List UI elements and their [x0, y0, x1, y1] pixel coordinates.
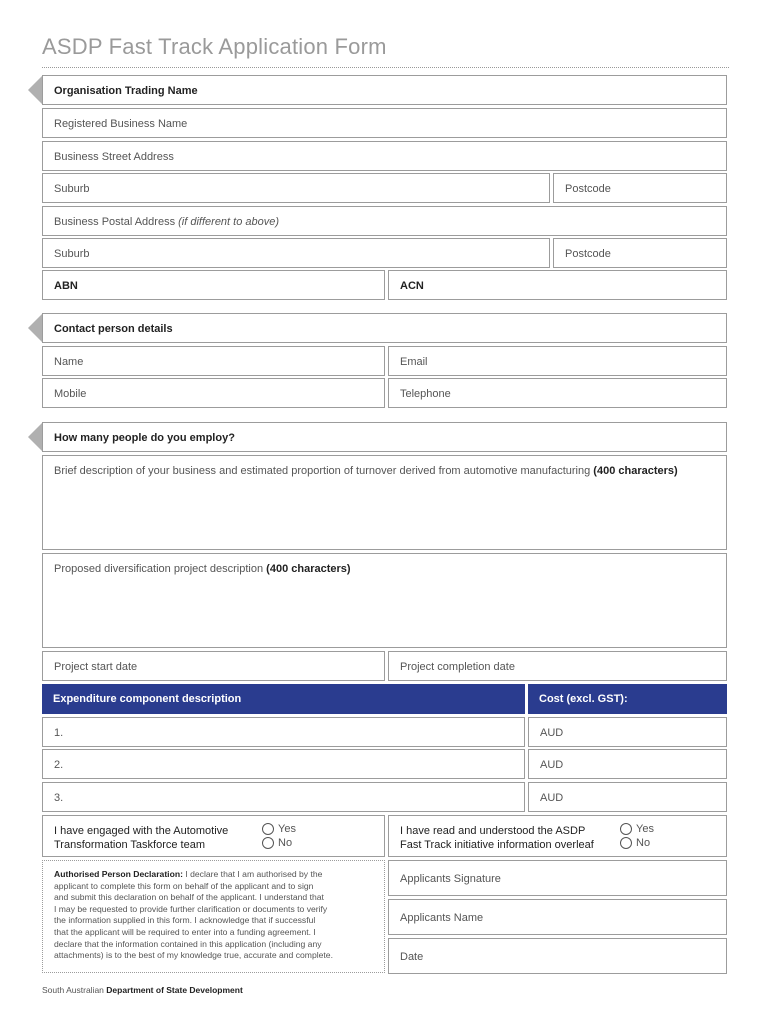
project-start-date-field[interactable]	[42, 651, 385, 681]
taskforce-question-line1: I have engaged with the Automotive	[54, 825, 229, 837]
declaration-line: declare that the information contained in this application (including any	[54, 938, 322, 949]
footer-prefix: South Australian	[42, 985, 104, 995]
expenditure-row-3-cost[interactable]	[528, 782, 727, 812]
radio-button[interactable]	[262, 823, 274, 835]
expenditure-description-header: Expenditure component description	[42, 684, 525, 714]
business-postal-address-field[interactable]	[42, 206, 727, 236]
business-street-address-field[interactable]	[42, 141, 727, 171]
contact-person-heading	[42, 313, 727, 343]
postal-suburb-field[interactable]	[42, 238, 550, 268]
registered-business-name-label: Registered Business Name	[54, 118, 188, 130]
section-tab-marker	[28, 76, 42, 104]
organisation-trading-name-label: Organisation Trading Name	[54, 85, 198, 97]
abn-label: ABN	[54, 280, 78, 292]
applicant-signature-label: Applicants Signature	[400, 873, 501, 885]
section-tab-marker	[28, 423, 42, 451]
acn-field[interactable]	[388, 270, 727, 300]
declaration-line: and submit this declaration on behalf of the applicant. I understand that	[54, 892, 324, 903]
information-read-question	[388, 815, 727, 857]
page-title: ASDP Fast Track Application Form	[42, 34, 387, 59]
radio-button[interactable]	[620, 823, 632, 835]
acn-label: ACN	[400, 280, 424, 292]
abn-field[interactable]	[42, 270, 385, 300]
radio-button[interactable]	[262, 837, 274, 849]
read-no-option[interactable]	[620, 836, 650, 850]
yes-label: Yes	[636, 823, 654, 835]
business-description-field[interactable]	[42, 455, 727, 550]
contact-person-label: Contact person details	[54, 323, 173, 335]
contact-mobile-field[interactable]	[42, 378, 385, 408]
project-completion-date-field[interactable]	[388, 651, 727, 681]
declaration-line: the information supplied in this form. I acknowledge that if successful	[54, 915, 316, 926]
employee-count-field[interactable]	[42, 422, 727, 452]
organisation-trading-name-field[interactable]	[42, 75, 727, 105]
business-postal-address-label: Business Postal Address	[54, 216, 176, 228]
authorised-declaration-text	[54, 869, 384, 962]
postcode-label: Postcode	[565, 183, 611, 195]
declaration-heading: Authorised Person Declaration:	[54, 869, 183, 879]
contact-name-field[interactable]	[42, 346, 385, 376]
section-tab-marker	[28, 314, 42, 342]
expenditure-row-1-description[interactable]	[42, 717, 525, 747]
expenditure-cost-header: Cost (excl. GST):	[528, 684, 727, 714]
footer-department-name: Department of State Development	[106, 985, 243, 995]
postal-postcode-label: Postcode	[565, 248, 611, 260]
postal-postcode-field[interactable]	[553, 238, 727, 268]
suburb-label: Suburb	[54, 183, 90, 195]
applicant-name-label: Applicants Name	[400, 912, 484, 924]
contact-mobile-label: Mobile	[54, 388, 87, 400]
contact-name-label: Name	[54, 356, 84, 368]
read-question-line1: I have read and understood the ASDP	[400, 825, 586, 837]
no-label: No	[636, 837, 651, 849]
expenditure-row-2-cost[interactable]	[528, 749, 727, 779]
declaration-line: that the applicant will be required to enter into a funding agreement. I	[54, 926, 316, 937]
date-field[interactable]	[388, 938, 727, 974]
read-question-line2: Fast Track initiative information overleaf	[400, 839, 594, 851]
suburb-field[interactable]	[42, 173, 550, 203]
radio-button[interactable]	[620, 837, 632, 849]
footer-department	[42, 985, 243, 995]
expenditure-row-number: 3.	[54, 792, 64, 804]
contact-telephone-field[interactable]	[388, 378, 727, 408]
declaration-line: attachments) is to the best of my knowledge true, accurate and complete.	[54, 950, 333, 961]
employee-count-label: How many people do you employ?	[54, 432, 235, 444]
postcode-field[interactable]	[553, 173, 727, 203]
declaration-line: I declare that I am authorised by the	[185, 869, 323, 879]
currency-label: AUD	[540, 759, 564, 771]
expenditure-row-number: 2.	[54, 759, 64, 771]
business-street-address-label: Business Street Address	[54, 151, 174, 163]
expenditure-row-2-description[interactable]	[42, 749, 525, 779]
contact-telephone-label: Telephone	[400, 388, 451, 400]
project-completion-date-label: Project completion date	[400, 661, 515, 673]
project-description-limit: (400 characters)	[266, 563, 351, 575]
yes-label: Yes	[278, 823, 296, 835]
currency-label: AUD	[540, 727, 564, 739]
declaration-line: applicant to complete this form on behalf of the applicant and to sign	[54, 880, 314, 891]
registered-business-name-field[interactable]	[42, 108, 727, 138]
taskforce-question-line2: Transformation Taskforce team	[54, 839, 206, 851]
business-description-label: Brief description of your business and estimated proportion of turnover derived from automotive manufacturing	[54, 465, 591, 477]
expenditure-row-number: 1.	[54, 727, 64, 739]
date-label: Date	[400, 951, 424, 963]
expenditure-row-3-description[interactable]	[42, 782, 525, 812]
applicant-signature-field[interactable]	[388, 860, 727, 896]
declaration-line: I may be requested to provide further clarification or documents to verify	[54, 903, 328, 914]
taskforce-engagement-question	[42, 815, 385, 857]
contact-email-label: Email	[400, 356, 428, 368]
title-divider	[42, 67, 729, 68]
project-description-label: Proposed diversification project description	[54, 563, 264, 575]
taskforce-yes-option[interactable]	[262, 822, 296, 836]
contact-email-field[interactable]	[388, 346, 727, 376]
postal-suburb-label: Suburb	[54, 248, 90, 260]
read-yes-option[interactable]	[620, 822, 654, 836]
expenditure-row-1-cost[interactable]	[528, 717, 727, 747]
business-description-limit: (400 characters)	[593, 465, 678, 477]
postal-address-note: (if different to above)	[178, 216, 280, 228]
taskforce-no-option[interactable]	[262, 836, 292, 850]
project-start-date-label: Project start date	[54, 661, 138, 673]
applicant-name-field[interactable]	[388, 899, 727, 935]
project-description-field[interactable]	[42, 553, 727, 648]
no-label: No	[278, 837, 293, 849]
currency-label: AUD	[540, 792, 564, 804]
